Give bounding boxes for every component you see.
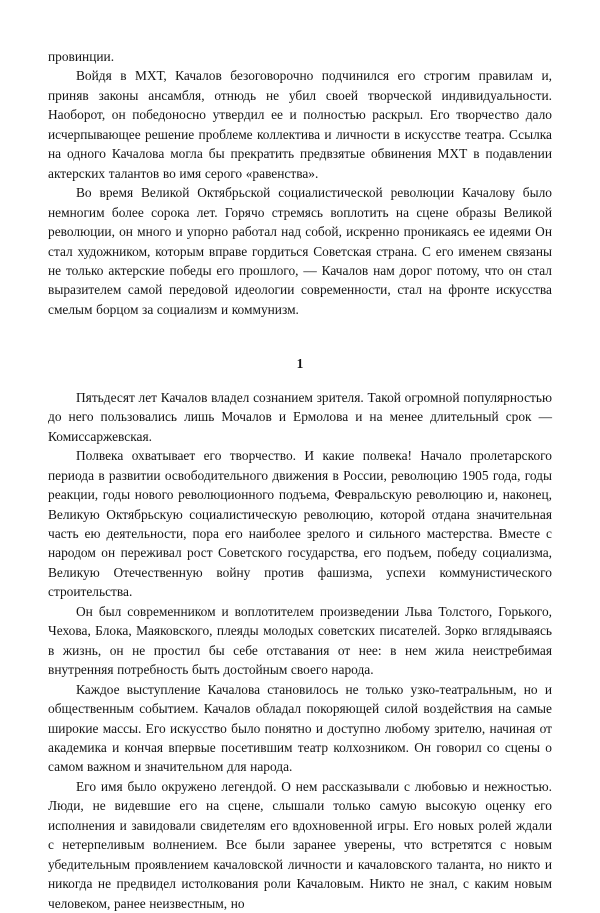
- paragraph-body-1: Войдя в МХТ, Качалов безоговорочно подчинился его строгим правилам и, приняв законы ансамбля, отнюдь не убил своей творческой индивидуальности. Наоборот, он победоносно утвердил ее и полностью раскрыл. Его творчество дало исчерпывающее решение проблеме коллектива и личности в искусстве театра. Ссылка на одного Качалова могла бы прекратить предвзятые обвинения МХТ в подавлении актерских талантов во имя серого «равенства».: [48, 68, 552, 181]
- paragraph-continuation: провинции.: [48, 49, 115, 64]
- paragraph-section-5: Его имя было окружено легендой. О нем рассказывали с любовью и нежностью. Люди, не видевшие его на сцене, слышали только самую высокую оценку его исполнения и завидовали свидетелям его вдохновенной игры. Его новых ролей ждали с нетерпеливым волнением. Все были заранее уверены, что встретятся с новым убедительным проявлением качаловской личности и качаловского таланта, но никто и никогда не предвидел истолкования роли Качаловым. Никто не знал, с каким новым человеком, ранее неизвестным, но: [48, 778, 552, 911]
- paragraph-body-2: Во время Великой Октябрьской социалистической революции Качалову было немногим более сорока лет. Горячо стремясь воплотить на сцене образы Великой революции, он много и упорно работал над собой, искренно проникаясь ее идеями Он стал художником, которым вправе гордиться Советская страна. С его именем связаны не только актерские победы его прошлого, — Качалов нам дорог потому, что он стал выразителем самой передовой идеологии современности, стал на фронте искусства смелым борцом за социализм и коммунизм.: [48, 185, 552, 317]
- section-heading-number: 1: [296, 356, 304, 372]
- paragraph-section-4: Каждое выступление Качалова становилось не только узко-театральным, но и общественным событием. Качалов обладал покоряющей силой воздействия на самые широкие массы. Его искусство было понятно и доступно любому зрителю, начиная от академика и кончая впервые посетившим театр колхозником. Он говорил со сцены о самом важном и значительном для народа.: [48, 681, 552, 775]
- spacer-after-section-heading: [48, 374, 552, 388]
- paragraph-section-3: Он был современником и воплотителем произведении Льва Толстого, Горького, Чехова, Блока, Маяковского, плеяды молодых советских писателей. Зорко вглядываясь в жизнь, он не простил бы себе отставания от нее: в нем жила неистребимая внутренняя потребность быть достойным своего народа.: [48, 603, 552, 678]
- paragraph-section-1: Пятьдесят лет Качалов владел сознанием зрителя. Такой огромной популярностью до него пользовались лишь Мочалов и Ермолова и на менее длительный срок — Комиссаржевская.: [48, 389, 552, 444]
- paragraph-section-2: Полвека охватывает его творчество. И какие полвека! Начало пролетарского периода в развитии освободительного движения в России, революцию 1905 года, годы реакции, годы нового революционного подъема, Февральскую революцию и, наконец, Великую Октябрьскую социалистическую революцию, которой отдана значительная часть ею деятельности, пора его наиболее зрелого и сильного мастерства. Вместе с народом он переживал рост Советского государства, его подъем, победу социализма, Великую Отечественную войну против фашизма, успехи коммунистического строительства.: [48, 448, 552, 600]
- text-column: [48, 47, 552, 913]
- spacer-before-section-heading: [48, 319, 552, 354]
